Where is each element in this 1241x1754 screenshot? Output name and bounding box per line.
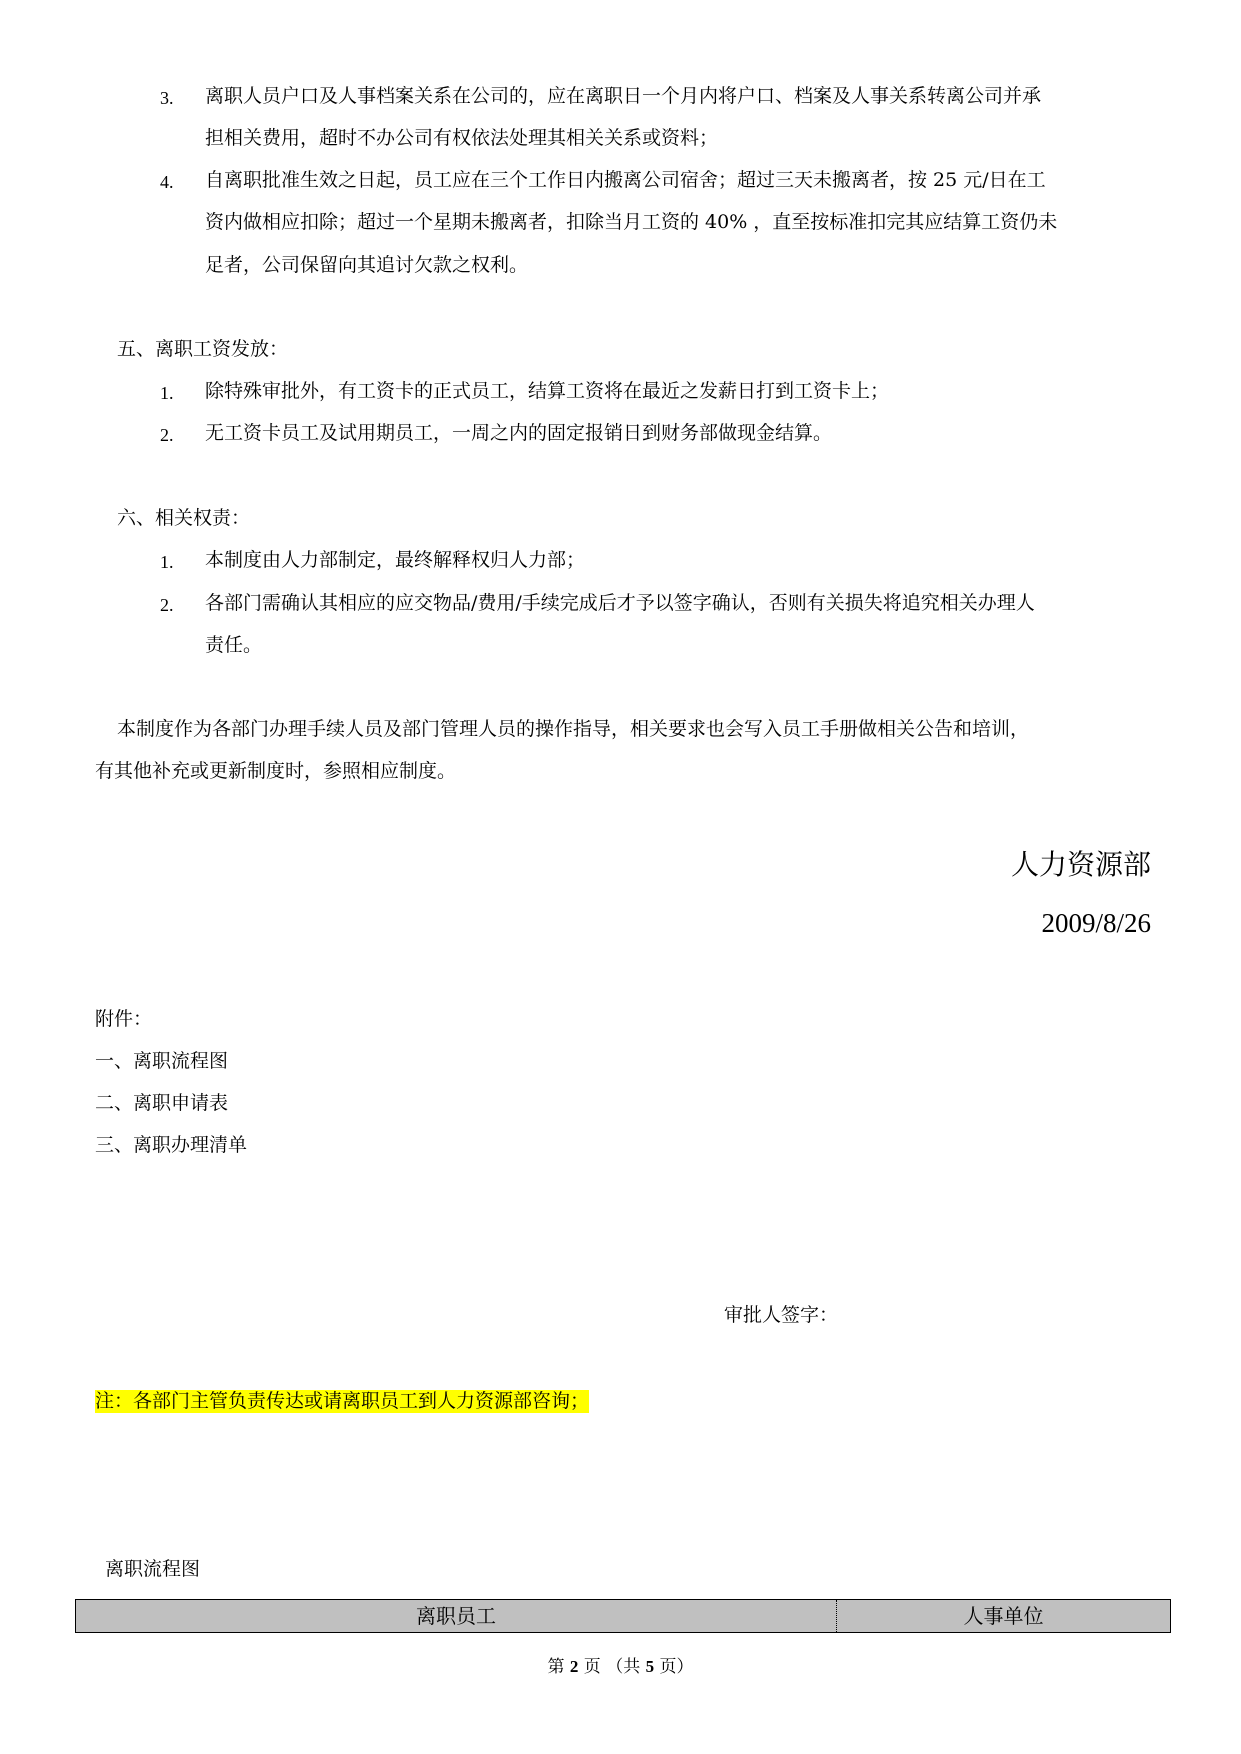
attachments-heading: 附件： — [95, 1008, 153, 1030]
page-footer — [0, 1658, 1241, 1676]
item-text-line: 资内做相应扣除；超过一个星期未搬离者，扣除当月工资的 40% ，直至按标准扣完其应结算工资仍未 — [205, 211, 1058, 233]
item-text-line: 责任。 — [205, 634, 263, 656]
footer-total-pages: 5 — [645, 1657, 655, 1676]
item-number: 2. — [160, 425, 174, 445]
section-heading-5: 五、离职工资发放： — [117, 338, 289, 360]
signature-department: 人力资源部 — [1010, 848, 1151, 881]
item-number: 3. — [160, 88, 174, 108]
footer-page-number: 2 — [569, 1657, 579, 1676]
footer-suffix: 页） — [659, 1657, 694, 1677]
footer-prefix: 第 — [547, 1657, 565, 1677]
column-header-hr: 人事单位 — [963, 1604, 1044, 1628]
item-text-line: 离职人员户口及人事档案关系在公司的，应在离职日一个月内将户口、档案及人事关系转离公司并承 — [205, 85, 1042, 107]
item-number: 2. — [160, 595, 174, 615]
item-text-line: 各部门需确认其相应的应交物品/费用/手续完成后才予以签字确认，否则有关损失将追究相关办理人 — [205, 592, 1035, 614]
column-header-employee: 离职员工 — [416, 1604, 496, 1628]
item-text-line: 本制度由人力部制定，最终解释权归人力部； — [205, 549, 586, 571]
flowchart-title: 离职流程图 — [105, 1558, 201, 1580]
highlighted-note: 注：各部门主管负责传达或请离职员工到人力资源部咨询； — [95, 1390, 590, 1412]
item-text-line: 足者，公司保留向其追讨欠款之权利。 — [205, 254, 529, 276]
item-number: 1. — [160, 552, 174, 572]
item-text-line: 担相关费用，超时不办公司有权依法处理其相关关系或资料； — [205, 127, 719, 149]
attachment-item: 三、离职办理清单 — [95, 1134, 248, 1156]
approver-signature-label: 审批人签字： — [724, 1304, 839, 1326]
item-text-line: 除特殊审批外，有工资卡的正式员工，结算工资将在最近之发薪日打到工资卡上； — [205, 380, 890, 402]
attachment-item: 二、离职申请表 — [95, 1092, 229, 1114]
closing-line: 本制度作为各部门办理手续人员及部门管理人员的操作指导，相关要求也会写入员工手册做相关公告和培训， — [117, 718, 1030, 740]
item-number: 4. — [160, 172, 174, 192]
item-text-line: 无工资卡员工及试用期员工，一周之内的固定报销日到财务部做现金结算。 — [205, 422, 833, 444]
attachment-item: 一、离职流程图 — [95, 1050, 229, 1072]
item-text-line: 自离职批准生效之日起，员工应在三个工作日内搬离公司宿舍；超过三天未搬离者，按 25 元/日在工 — [205, 169, 1046, 191]
signature-date: 2009/8/26 — [1041, 908, 1151, 938]
closing-line: 有其他补充或更新制度时，参照相应制度。 — [95, 760, 457, 782]
flowchart-header-row — [75, 1599, 1171, 1633]
item-number: 1. — [160, 383, 174, 403]
footer-mid: 页 （共 — [583, 1657, 641, 1677]
section-heading-6: 六、相关权责： — [117, 507, 251, 529]
